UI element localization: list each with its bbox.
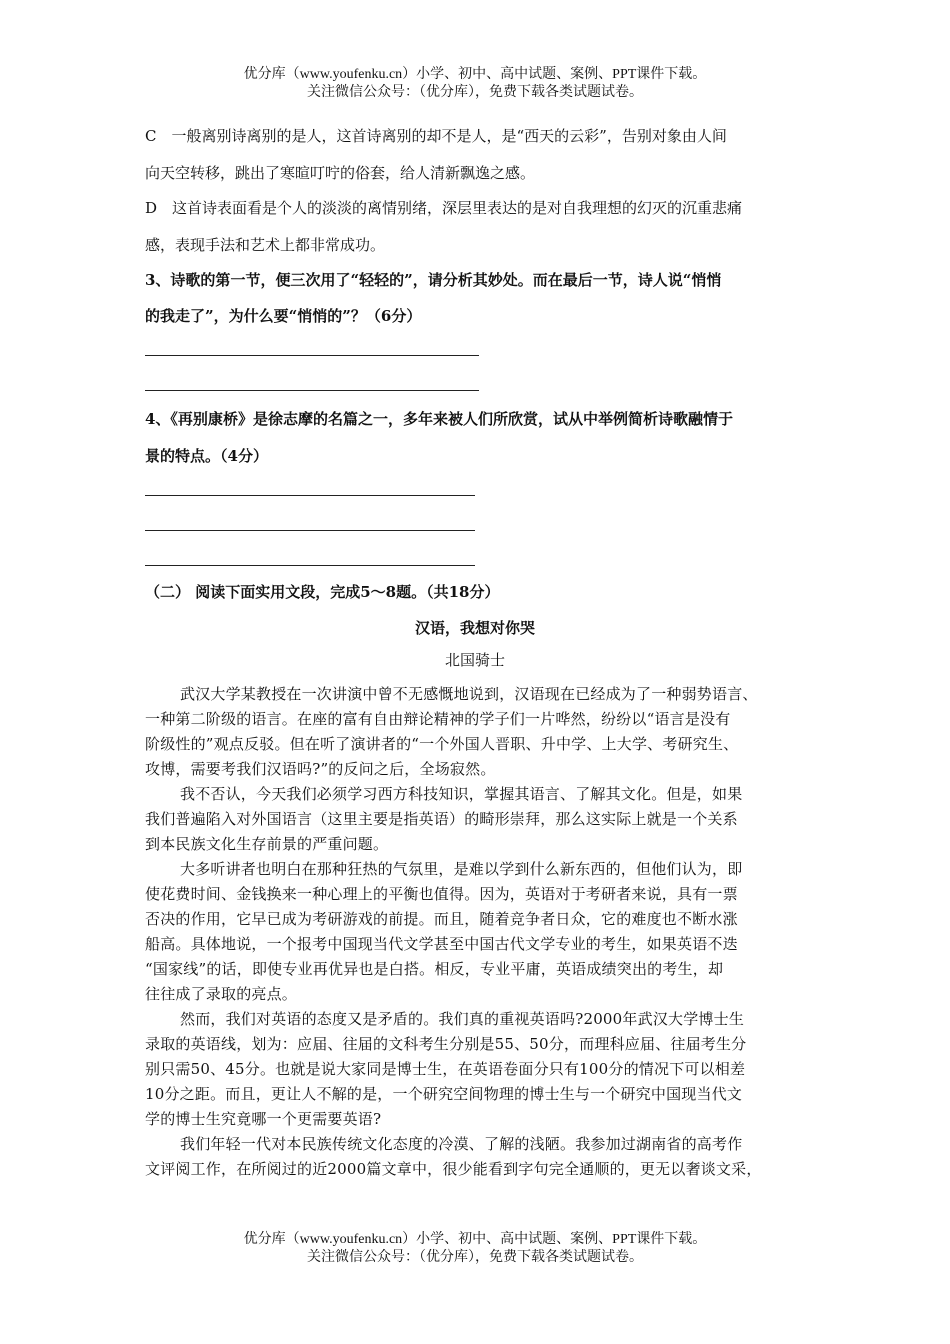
article-line: 我们普遍陷入对外国语言（这里主要是指英语）的畸形崇拜，那么这实际上就是一个关系 xyxy=(145,810,738,828)
answer-blank-q3-1[interactable] xyxy=(145,355,479,356)
article-line: 然而，我们对英语的态度又是矛盾的。我们真的重视英语吗?2000年武汉大学博士生 xyxy=(180,1010,745,1028)
article-line: 一种第二阶级的语言。在座的富有自由辩论精神的学子们一片哗然，纷纷以“语言是没有 xyxy=(145,710,731,728)
article-line: 我们年轻一代对本民族传统文化态度的冷漠、了解的浅陋。我参加过湖南省的高考作 xyxy=(180,1135,743,1153)
article-line: “国家线”的话，即使专业再优异也是白搭。相反，专业平庸，英语成绩突出的考生，却 xyxy=(145,960,724,978)
article-author: 北国骑士 xyxy=(444,651,505,669)
answer-blank-q4-1[interactable] xyxy=(145,495,475,496)
article-line: 别只需50、45分。也就是说大家同是博士生，在英语卷面分只有100分的情况下可以相差 xyxy=(145,1060,746,1078)
article-line: 攻博，需要考我们汉语吗?”的反问之后，全场寂然。 xyxy=(145,760,496,778)
article-line: 阶级性的”观点反驳。但在听了演讲者的“一个外国人晋职、升中学、上大学、考研究生、 xyxy=(145,735,739,753)
answer-blank-q3-2[interactable] xyxy=(145,390,479,391)
page-footer xyxy=(0,1231,950,1267)
page-header xyxy=(0,66,950,102)
article-line: 武汉大学某教授在一次讲演中曾不无感慨地说到，汉语现在已经成为了一种弱势语言、 xyxy=(180,685,758,703)
header-line-2: 关注微信公众号：（优分库），免费下载各类试题试卷。 xyxy=(307,85,643,100)
article-line: 使花费时间、金钱换来一种心理上的平衡也值得。因为，英语对于考研者来说，具有一票 xyxy=(145,885,738,903)
article-line: 到本民族文化生存前景的严重问题。 xyxy=(145,835,389,853)
option-c-line-1: C 一般离别诗离别的是人，这首诗离别的却不是人，是“西天的云彩”，告别对象由人间 xyxy=(145,127,727,145)
answer-blank-q4-2[interactable] xyxy=(145,530,475,531)
article-line: 船高。具体地说，一个报考中国现当代文学甚至中国古代文学专业的考生，如果英语不迭 xyxy=(145,935,738,953)
question-4-line-1: 4、《再别康桥》是徐志摩的名篇之一，多年来被人们所欣赏，试从中举例简析诗歌融情于 xyxy=(145,410,733,428)
question-4-line-2: 景的特点。（4分） xyxy=(145,447,268,465)
article-line: 文评阅工作，在所阅过的近2000篇文章中，很少能看到字句完全通顺的，更无以奢谈文采， xyxy=(145,1160,762,1178)
article-line: 我不否认，今天我们必须学习西方科技知识，掌握其语言、了解其文化。但是，如果 xyxy=(180,785,743,803)
header-line-1: 优分库（www.youfenku.cn）小学、初中、高中试题、案例、PPT课件下载。 xyxy=(243,67,707,82)
section-2-heading: （二） 阅读下面实用文段，完成5～8题。（共18分） xyxy=(145,583,500,601)
option-c-line-2: 向天空转移，跳出了寒暄叮咛的俗套，给人清新飘逸之感。 xyxy=(145,164,536,182)
article-line: 学的博士生究竟哪一个更需要英语? xyxy=(145,1110,382,1128)
article-line: 10分之距。而且，更让人不解的是，一个研究空间物理的博士生与一个研究中国现当代文 xyxy=(145,1085,743,1103)
article-line: 否决的作用，它早已成为考研游戏的前提。而且，随着竞争者日众，它的难度也不断水涨 xyxy=(145,910,738,928)
question-3-line-1: 3、诗歌的第一节，便三次用了“轻轻的”，请分析其妙处。而在最后一节，诗人说“悄悄 xyxy=(145,271,722,289)
option-d-line-2: 感，表现手法和艺术上都非常成功。 xyxy=(145,236,386,254)
article-line: 大多听讲者也明白在那种狂热的气氛里，是难以学到什么新东西的，但他们认为，即 xyxy=(180,860,743,878)
footer-line-1: 优分库（www.youfenku.cn）小学、初中、高中试题、案例、PPT课件下载。 xyxy=(243,1232,707,1247)
article-line: 录取的英语线，划为：应届、往届的文科考生分别是55、50分，而理科应届、往届考生分 xyxy=(145,1035,747,1053)
option-d-line-1: D 这首诗表面看是个人的淡淡的离情别绪，深层里表达的是对自我理想的幻灭的沉重悲痛 xyxy=(145,199,743,217)
footer-line-2: 关注微信公众号：（优分库），免费下载各类试题试卷。 xyxy=(307,1250,643,1265)
answer-blank-q4-3[interactable] xyxy=(145,565,475,566)
question-3-line-2: 的我走了”，为什么要“悄悄的”？（6分） xyxy=(145,307,422,325)
article-title: 汉语，我想对你哭 xyxy=(414,619,535,637)
article-line: 往往成了录取的亮点。 xyxy=(145,985,298,1003)
